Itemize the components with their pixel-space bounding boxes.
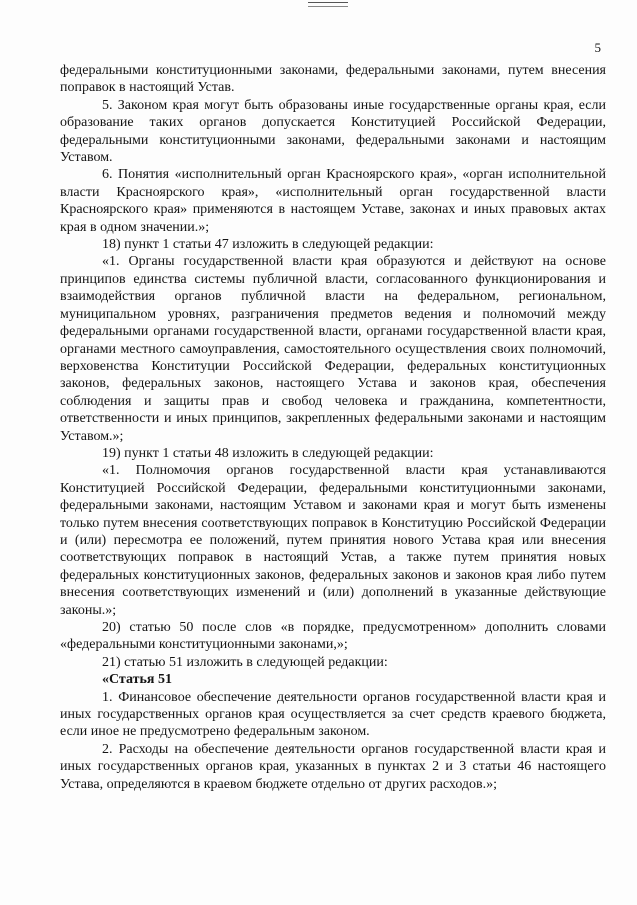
paragraph: 21) статью 51 изложить в следующей редакции: [102,654,388,670]
paragraph: 1. Финансовое обеспечение деятельности органов государственной власти края и иных государственных органов края осуществляется за счет средств краевого бюджета, если иное не предусмотрено федеральным законом. [60,689,606,740]
paragraph: 20) статью 50 после слов «в порядке, предусмотренном» дополнить словами «федеральными конституционными законами,»; [60,620,606,653]
paragraph: 19) пункт 1 статьи 48 изложить в следующей редакции: [102,445,434,461]
top-edge-mark [308,2,348,7]
paragraph: 6. Понятия «исполнительный орган Красноярского края», «орган исполнительной власти Красноярского края», «исполнительный орган государственной власти Красноярского края» применяются в настоящем Уставе, законах и иных правовых актах края в одном значении.»; [60,167,606,235]
paragraph: «1. Органы государственной власти края образуются и действуют на основе принципов единства системы публичной власти, согласованного функционирования и взаимодействия органов публичной власти на федеральном, региональном, муниципальном уровнях, разграничения предметов ведения и полномочий между федеральными органами государственной власти, органами государственной власти края, органами местного самоуправления, самостоятельного осуществления своих полномочий, верховенства Конституции Российской Федерации, федеральных конституционных законов, федеральных законов, настоящего Устава и законов края, обеспечения соблюдения и защиты прав и свобод человека и гражданина, компетентности, ответственности и иных принципов, закрепленных федеральными законами и настоящим Уставом.»; [60,254,606,444]
page-number: 5 [594,40,601,55]
paragraph: 2. Расходы на обеспечение деятельности органов государственной власти края и иных государственных органов края, указанных в пунктах 2 и 3 статьи 46 настоящего Устава, определяются в краевом бюджете отдельно от других расходов.»; [60,741,606,792]
paragraph: федеральными конституционными законами, федеральными законами, путем внесения поправок в настоящий Устав. [60,63,606,96]
document-body [60,62,606,793]
paragraph: 5. Законом края могут быть образованы иные государственные органы края, если образование таких органов допускается Конституцией Российской Федерации, федеральными конституционными законами, федеральными законами и настоящим Уставом. [60,97,606,166]
paragraph: 18) пункт 1 статьи 47 изложить в следующей редакции: [102,237,434,253]
paragraph: «1. Полномочия органов государственной власти края устанавливаются Конституцией Российской Федерации, федеральными конституционными законами, федеральными законами, настоящим Уставом и законами края и могут быть изменены только путем внесения соответствующих поправок в Конституцию Российской Федерации и (или) пересмотра ее положений, путем принятия нового Устава края или внесения соответствующих поправок в настоящий Устав, а также путем принятия новых федеральных конституционных законов, федеральных законов и законов края либо путем внесения соответствующих изменений и (или) дополнений в указанные действующие законы.»; [60,463,606,618]
article-heading: «Статья 51 [102,672,172,688]
